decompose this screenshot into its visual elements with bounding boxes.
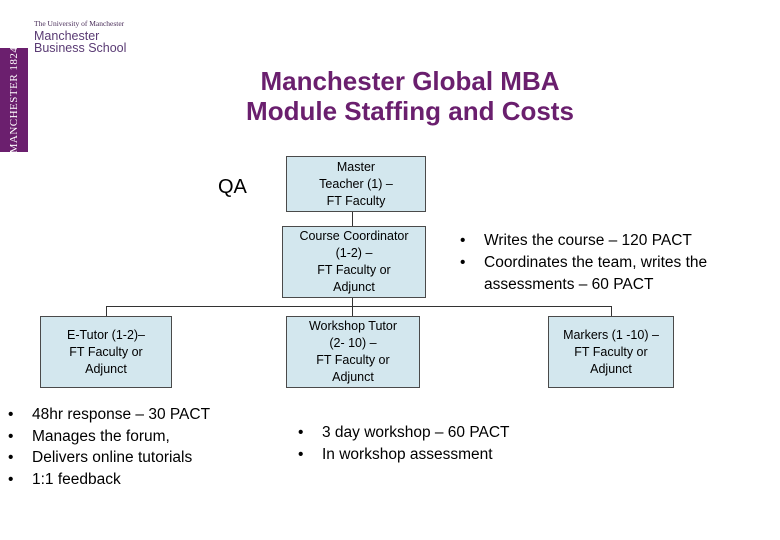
list-item: • Writes the course – 120 PACT [460,232,692,249]
qa-label: QA [218,176,247,198]
box-line: Adjunct [333,280,375,294]
markers-box [548,316,674,388]
manchester-logo-tab [0,48,28,152]
workshop-notes [298,422,578,465]
box-line: Teacher (1) – [319,176,393,191]
list-item: • Coordinates the team, writes the assessments – 60 PACT [460,254,708,293]
logo-university: The University of Manchester [34,19,125,28]
box-line: Course Coordinator [299,229,409,243]
connector-markers [611,306,612,316]
logo-line-2: Business School [34,41,127,55]
box-line: Master [336,159,376,174]
list-item: • 3 day workshop – 60 PACT [298,424,510,441]
list-item: • In workshop assessment [298,445,493,463]
master-teacher-box [286,156,426,212]
connector-master-to-coordinator [352,212,353,226]
box-line: Adjunct [85,361,127,376]
workshop-tutor-box [286,316,420,388]
box-line: Workshop Tutor [308,319,397,333]
box-line: (2- 10) – [329,336,377,350]
page-title-line-2: Module Staffing and Costs [246,96,574,126]
list-item: • Delivers online tutorials [8,449,193,466]
box-line: Adjunct [590,361,632,376]
logo-vertical-text: MANCHESTER 1824 [8,46,20,154]
connector-horizontal [106,306,612,307]
box-line: FT Faculty or [69,344,143,359]
logo-line-1: Manchester [34,29,100,43]
connector-coordinator-down [352,298,353,306]
list-item: • Manages the forum, [8,427,170,445]
list-item: • 48hr response – 30 PACT [8,406,211,423]
connector-etutor [106,306,107,316]
box-line: FT Faculty [326,193,386,208]
box-line: (1-2) – [335,246,373,260]
etutor-box [40,316,172,388]
page-title-line-1: Manchester Global MBA [260,66,560,96]
connector-workshop [352,306,353,316]
box-line: Markers (1 -10) – [563,327,659,342]
box-line: FT Faculty or [316,353,390,367]
box-line: FT Faculty or [574,344,648,359]
course-coordinator-box [282,226,426,298]
etutor-notes [8,404,268,490]
box-line: Adjunct [332,370,374,384]
coordinator-notes [460,230,760,296]
list-item: • 1:1 feedback [8,470,121,488]
box-line: FT Faculty or [317,263,391,277]
box-line: E-Tutor (1-2)– [66,327,146,342]
